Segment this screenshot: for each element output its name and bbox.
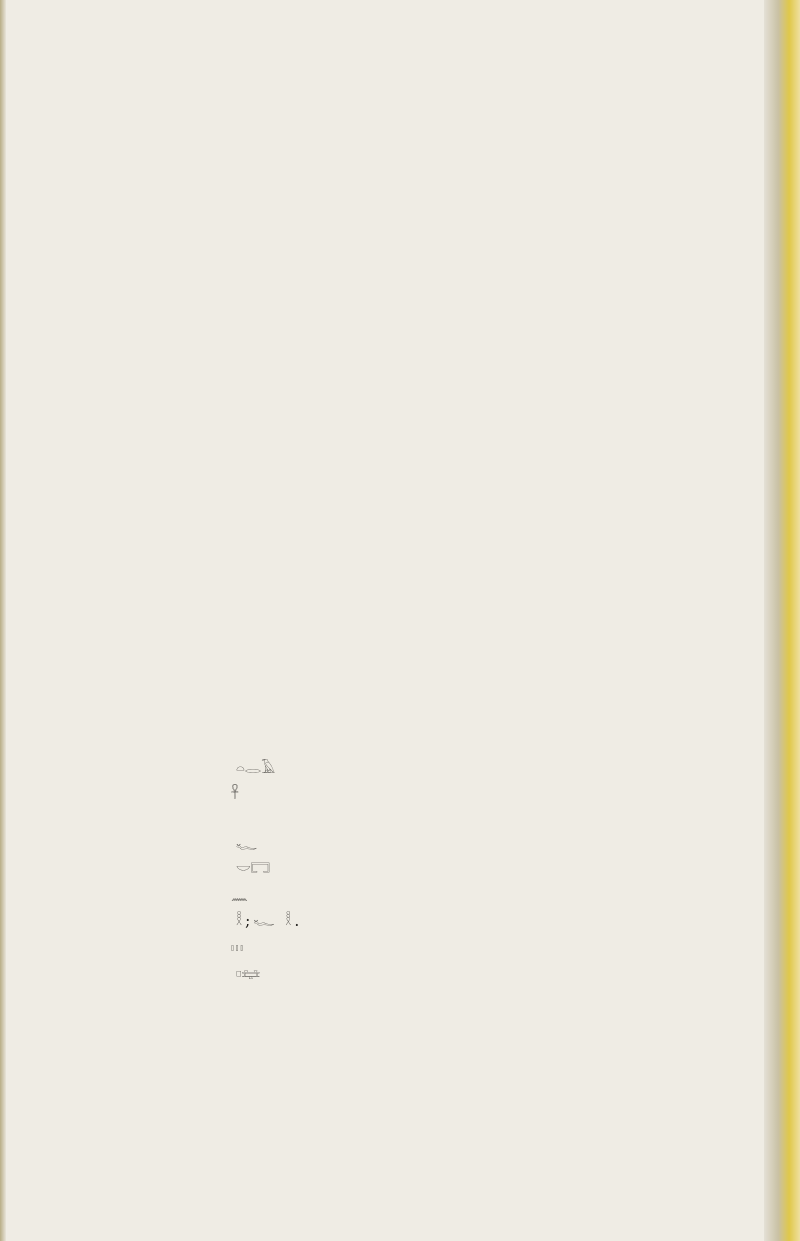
hieroglyph-group-icon: 𓎟𓉐 [235, 862, 270, 878]
hieroglyph-icon: 𓆑 [235, 836, 257, 853]
footnote-1 [206, 758, 722, 780]
hieroglyph-icon: 𓋹 [231, 786, 239, 802]
water-hieroglyph-icon: 𓈖 [231, 887, 248, 904]
page-left-edge [0, 0, 6, 1241]
hieroglyph-icon: 𓏥 [231, 938, 244, 955]
footnote-10 [206, 987, 722, 1008]
hieroglyph-group-icon: 𓊪𓈐 [235, 964, 260, 980]
footnotes [206, 758, 722, 1012]
hieroglyph-icon: 𓎛 [285, 913, 292, 929]
footnote-3 [206, 809, 722, 830]
book-spine-edge [764, 0, 800, 1241]
hieroglyph-icon: 𓆑 [253, 913, 275, 929]
footnote-2 [206, 784, 722, 806]
hieroglyph-group-icon: 𓏏𓂋𓄿 [235, 760, 276, 777]
footnote-5 [206, 860, 722, 882]
hieroglyphic-text [206, 286, 722, 716]
hieroglyph-block [206, 286, 722, 716]
footnote-6 [206, 885, 722, 907]
footnote-8 [206, 936, 722, 958]
footnote-4 [206, 834, 722, 856]
footnote-7: 𓎛 ; 𓆑 𓎛 . [206, 911, 722, 933]
footnote-9 [206, 962, 722, 984]
hieroglyph-icon: 𓎛 [235, 913, 243, 929]
